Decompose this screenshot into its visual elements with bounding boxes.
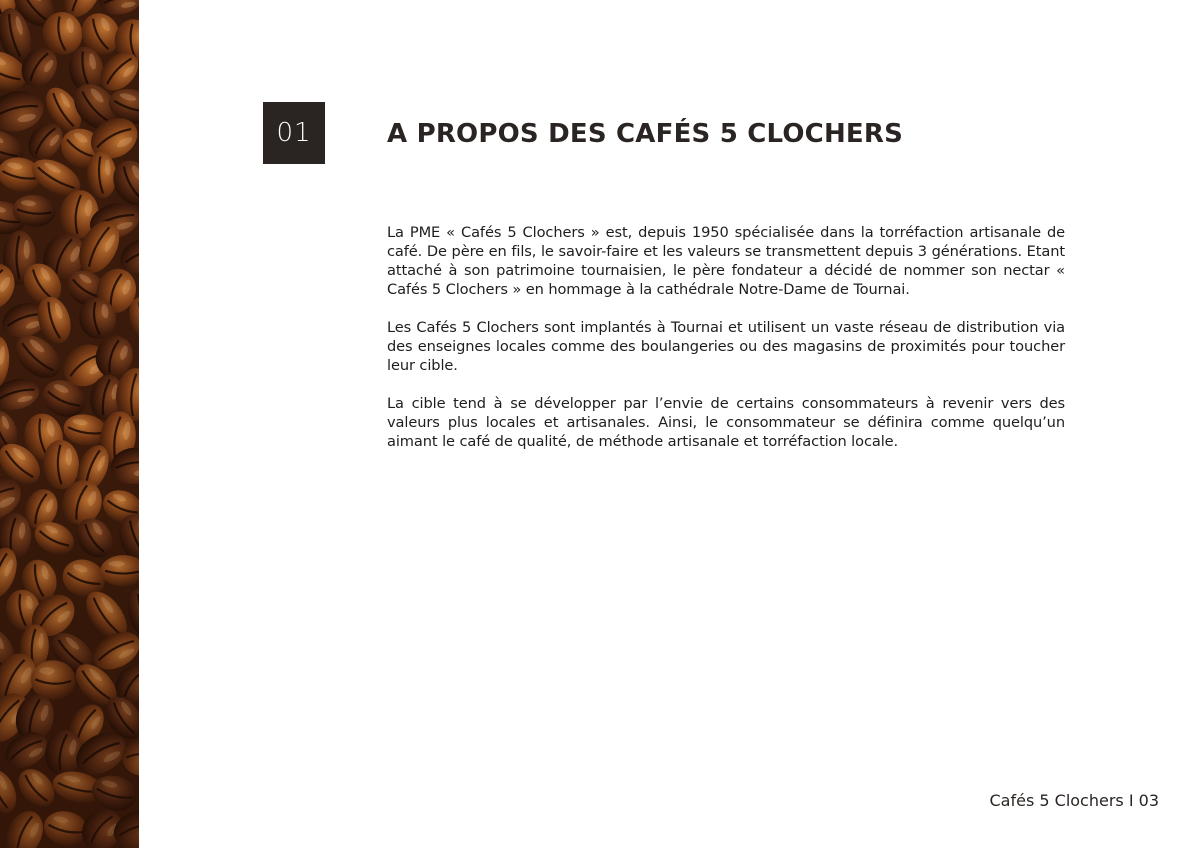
- coffee-beans-illustration: [0, 0, 139, 848]
- page-title: A PROPOS DES CAFÉS 5 CLOCHERS: [387, 119, 904, 149]
- paragraph-history: La PME « Cafés 5 Clochers » est, depuis 1950 spécialisée dans la torréfaction artisanale de café. De père en fils, le savoir-faire et les valeurs se transmettent depuis 3 générations. Etant attaché à son patrimoine tournaisien, le père fondateur a décidé de nommer son nectar « Cafés 5 Clochers » en hommage à la cathédrale Notre-Dame de Tournai.: [387, 224, 1065, 298]
- coffee-beans-image: [0, 0, 139, 848]
- page-footer: Cafés 5 Clochers I 03: [989, 791, 1159, 810]
- paragraph-target: La cible tend à se développer par l’envie de certains consommateurs à revenir vers des valeurs plus locales et artisanales. Ainsi, le consommateur se définira comme quelqu’un aimant le café de qualité, de méthode artisanale et torréfaction locale.: [387, 395, 1065, 450]
- body-text: [387, 223, 1065, 470]
- paragraph-distribution: Les Cafés 5 Clochers sont implantés à Tournai et utilisent un vaste réseau de distribution via des enseignes locales comme des boulangeries ou des magasins de proximités pour toucher leur cible.: [387, 319, 1065, 374]
- section-number-badge: 01: [263, 102, 325, 164]
